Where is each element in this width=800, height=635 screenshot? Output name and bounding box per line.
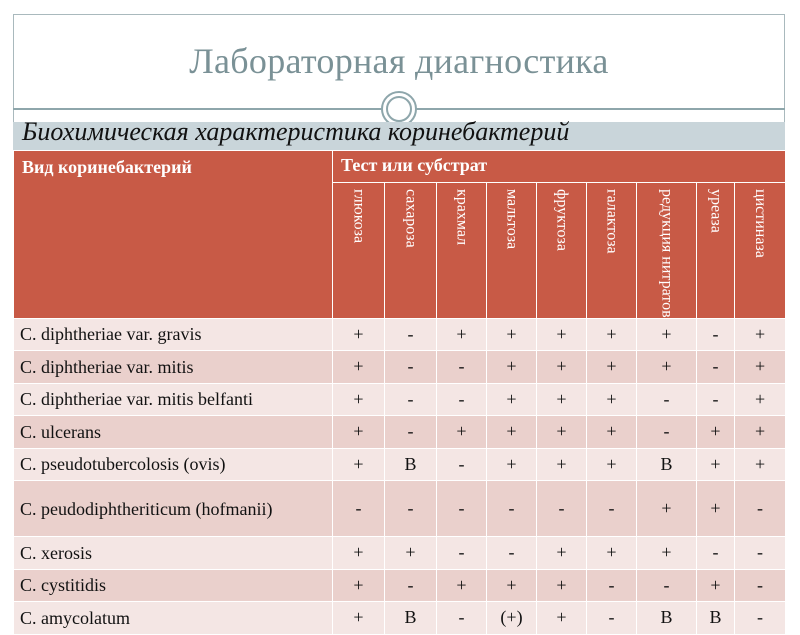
result-cell: + bbox=[735, 351, 786, 384]
result-cell: + bbox=[587, 448, 637, 481]
result-cell: - bbox=[437, 481, 487, 537]
result-cell: - bbox=[735, 481, 786, 537]
result-cell: - bbox=[697, 318, 735, 351]
result-cell: + bbox=[735, 318, 786, 351]
result-cell: + bbox=[333, 318, 385, 351]
species-cell: C. ulcerans bbox=[14, 416, 333, 449]
result-cell: - bbox=[437, 351, 487, 384]
result-cell: + bbox=[537, 416, 587, 449]
result-cell: - bbox=[637, 416, 697, 449]
table-row bbox=[14, 537, 786, 570]
result-cell: В bbox=[637, 602, 697, 635]
header-species: Вид коринебактерий bbox=[14, 151, 333, 319]
table-row bbox=[14, 416, 786, 449]
biochemical-table bbox=[13, 150, 786, 635]
test-label: редукция нитратов bbox=[658, 189, 676, 318]
test-header-6 bbox=[637, 183, 697, 319]
result-cell: - bbox=[437, 383, 487, 416]
species-cell: C. amycolatum bbox=[14, 602, 333, 635]
test-header-0 bbox=[333, 183, 385, 319]
species-cell: C. xerosis bbox=[14, 537, 333, 570]
species-cell: C. diphtheriae var. mitis bbox=[14, 351, 333, 384]
result-cell: - bbox=[437, 448, 487, 481]
result-cell: + bbox=[637, 537, 697, 570]
result-cell: - bbox=[637, 383, 697, 416]
slide-subtitle: Биохимическая характеристика коринебактерий bbox=[22, 117, 570, 146]
result-cell: + bbox=[333, 537, 385, 570]
result-cell: - bbox=[333, 481, 385, 537]
test-header-8 bbox=[735, 183, 786, 319]
table-row bbox=[14, 351, 786, 384]
result-cell: + bbox=[637, 351, 697, 384]
result-cell: + bbox=[333, 383, 385, 416]
test-header-3 bbox=[487, 183, 537, 319]
result-cell: + bbox=[487, 383, 537, 416]
result-cell: + bbox=[537, 602, 587, 635]
result-cell: + bbox=[537, 569, 587, 602]
test-header-5 bbox=[587, 183, 637, 319]
table-row bbox=[14, 602, 786, 635]
result-cell: - bbox=[437, 537, 487, 570]
test-label: глюкоза bbox=[350, 189, 368, 244]
result-cell: + bbox=[333, 602, 385, 635]
result-cell: - bbox=[385, 481, 437, 537]
test-header-1 bbox=[385, 183, 437, 319]
table-row bbox=[14, 569, 786, 602]
result-cell: + bbox=[637, 481, 697, 537]
result-cell: + bbox=[537, 351, 587, 384]
species-cell: C. diphtheriae var. mitis belfanti bbox=[14, 383, 333, 416]
table-row bbox=[14, 383, 786, 416]
result-cell: + bbox=[735, 416, 786, 449]
result-cell: - bbox=[487, 537, 537, 570]
result-cell: - bbox=[735, 602, 786, 635]
result-cell: В bbox=[697, 602, 735, 635]
table-row bbox=[14, 481, 786, 537]
result-cell: В bbox=[385, 602, 437, 635]
test-header-4 bbox=[537, 183, 587, 319]
test-label: галактоза bbox=[603, 189, 621, 254]
result-cell: В bbox=[637, 448, 697, 481]
result-cell: + bbox=[537, 318, 587, 351]
result-cell: + bbox=[697, 569, 735, 602]
result-cell: - bbox=[587, 569, 637, 602]
result-cell: + bbox=[587, 416, 637, 449]
result-cell: + bbox=[333, 569, 385, 602]
result-cell: + bbox=[487, 569, 537, 602]
test-label: крахмал bbox=[453, 189, 471, 246]
result-cell: + bbox=[537, 537, 587, 570]
result-cell: - bbox=[697, 351, 735, 384]
result-cell: + bbox=[437, 569, 487, 602]
result-cell: - bbox=[735, 569, 786, 602]
result-cell: + bbox=[487, 416, 537, 449]
result-cell: - bbox=[385, 383, 437, 416]
test-header-2 bbox=[437, 183, 487, 319]
result-cell: + bbox=[587, 383, 637, 416]
test-header-7 bbox=[697, 183, 735, 319]
result-cell: + bbox=[697, 416, 735, 449]
slide-title: Лабораторная диагностика bbox=[189, 41, 609, 81]
result-cell: - bbox=[637, 569, 697, 602]
result-cell: + bbox=[487, 351, 537, 384]
result-cell: + bbox=[487, 318, 537, 351]
result-cell: + bbox=[735, 383, 786, 416]
result-cell: - bbox=[587, 481, 637, 537]
result-cell: + bbox=[637, 318, 697, 351]
test-label: цистиназа bbox=[752, 189, 770, 258]
result-cell: - bbox=[385, 351, 437, 384]
table-body bbox=[14, 318, 786, 634]
header-test-substrate: Тест или субстрат bbox=[333, 151, 786, 183]
result-cell: + bbox=[437, 416, 487, 449]
result-cell: - bbox=[697, 383, 735, 416]
result-cell: + bbox=[735, 448, 786, 481]
table-row bbox=[14, 318, 786, 351]
table-row bbox=[14, 448, 786, 481]
result-cell: - bbox=[697, 537, 735, 570]
test-label: фруктоза bbox=[553, 189, 571, 251]
result-cell: + bbox=[437, 318, 487, 351]
result-cell: + bbox=[697, 481, 735, 537]
result-cell: + bbox=[333, 448, 385, 481]
result-cell: + bbox=[385, 537, 437, 570]
species-cell: C. peudodiphtheriticum (hofmanii) bbox=[14, 481, 333, 537]
result-cell: - bbox=[487, 481, 537, 537]
result-cell: + bbox=[587, 318, 637, 351]
result-cell: (+) bbox=[487, 602, 537, 635]
result-cell: + bbox=[487, 448, 537, 481]
result-cell: + bbox=[333, 351, 385, 384]
test-label: мальтоза bbox=[503, 189, 521, 250]
result-cell: - bbox=[735, 537, 786, 570]
result-cell: - bbox=[587, 602, 637, 635]
result-cell: + bbox=[697, 448, 735, 481]
test-label: уреаза bbox=[707, 189, 725, 233]
result-cell: В bbox=[385, 448, 437, 481]
result-cell: + bbox=[333, 416, 385, 449]
result-cell: + bbox=[537, 448, 587, 481]
result-cell: + bbox=[587, 351, 637, 384]
result-cell: + bbox=[587, 537, 637, 570]
result-cell: - bbox=[537, 481, 587, 537]
result-cell: - bbox=[385, 416, 437, 449]
test-label: сахароза bbox=[402, 189, 420, 248]
result-cell: - bbox=[385, 569, 437, 602]
result-cell: - bbox=[437, 602, 487, 635]
result-cell: + bbox=[537, 383, 587, 416]
species-cell: C. diphtheriae var. gravis bbox=[14, 318, 333, 351]
result-cell: - bbox=[385, 318, 437, 351]
species-cell: C. pseudotubercolosis (ovis) bbox=[14, 448, 333, 481]
species-cell: C. cystitidis bbox=[14, 569, 333, 602]
